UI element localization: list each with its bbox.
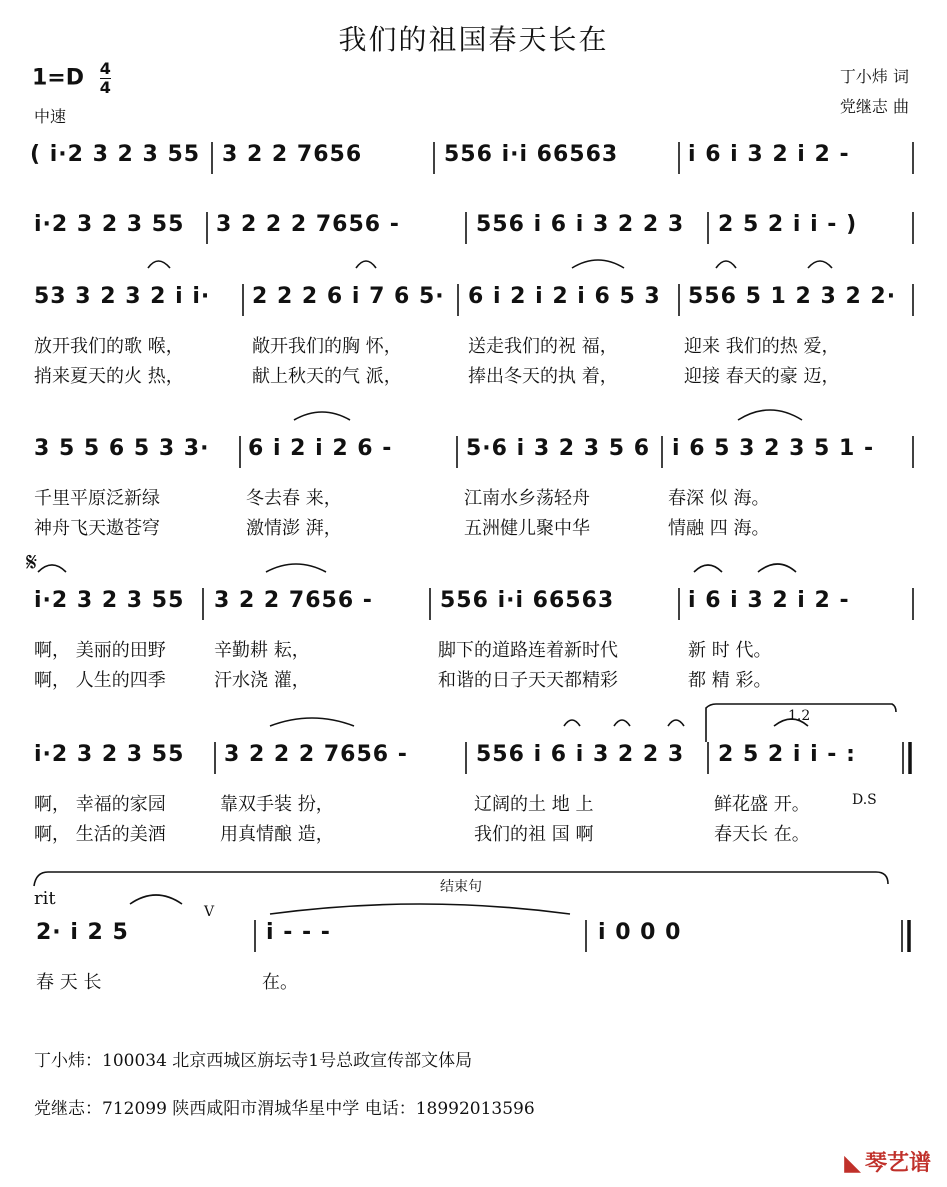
lyric: 捎来夏天的火 热， — [34, 366, 184, 387]
lyric: 靠双手装 扮， — [220, 794, 334, 815]
measure: 2· i 2 5 — [36, 920, 129, 945]
measure: i·2 3 2 3 55 — [34, 212, 185, 237]
measure: i·2 3 2 3 55 — [34, 588, 185, 613]
tempo-marking: 中速 — [34, 107, 67, 126]
measure: 556 5 1 2 3 2 2· — [688, 284, 897, 309]
measure: 5·6 i 3 2 3 5 6 — [466, 436, 651, 461]
lyric: 敞开我们的胸 怀， — [252, 336, 402, 357]
lyric: 献上秋天的气 派， — [252, 366, 402, 387]
lyric: 春天长 在。 — [714, 824, 810, 845]
site-logo — [844, 1146, 931, 1177]
lyric: 汗水浇 灌， — [214, 670, 310, 691]
lyric: 迎接 春天的豪 迈， — [684, 366, 840, 387]
lyric: 迎来 我们的热 爱， — [684, 336, 840, 357]
measure: i 6 i 3 2 i 2 - — [688, 142, 850, 167]
lyricist-contact: 丁小炜：100034 北京西城区旃坛寺1号总政宣传部文体局 — [34, 1051, 473, 1071]
measure: 6 i 2 i 2 6 - — [248, 436, 393, 461]
lyric: 啊， 美丽的田野 — [34, 640, 166, 661]
measure: 53 3 2 3 2 i i· — [34, 284, 211, 309]
lyric: 冬去春 来， — [246, 488, 342, 509]
measure: 3 2 2 7656 — [222, 142, 363, 167]
time-bottom: 4 — [99, 78, 111, 97]
da-segno-mark: D.S — [852, 792, 877, 808]
lyric: 江南水乡荡轻舟 — [464, 488, 590, 509]
measure: 3 2 2 2 7656 - — [224, 742, 408, 767]
lyric: 情融 四 海。 — [668, 518, 770, 539]
measure: 556 i 6 i 3 2 2 3 — [476, 742, 685, 767]
measure: 2 5 2 i i - : — [718, 742, 856, 767]
lyric: 鲜花盛 开。 — [714, 794, 810, 815]
measure: 2 2 2 6 i 7 6 5· — [252, 284, 445, 309]
measure: i·2 3 2 3 55 — [34, 742, 185, 767]
key-label: 1=D — [32, 65, 85, 91]
segno-sign: 𝄋 — [26, 548, 38, 578]
measure: 6 i 2 i 2 i 6 5 3 — [468, 284, 661, 309]
ending-label: 结束句 — [440, 879, 482, 895]
measure: 3 2 2 7656 - — [214, 588, 373, 613]
lyric: 春 天 长 — [36, 972, 102, 993]
lyric: 啊， 人生的四季 — [34, 670, 166, 691]
measure: ( i·2 3 2 3 55 — [30, 142, 201, 167]
lyric: 辛勤耕 耘， — [214, 640, 310, 661]
measure: 3 2 2 2 7656 - — [216, 212, 400, 237]
logo-icon: ◣ — [844, 1151, 861, 1176]
composer-contact: 党继志：712099 陕西咸阳市渭城华星中学 电话：18992013596 — [34, 1099, 535, 1119]
measure: i 0 0 0 — [598, 920, 682, 945]
lyric: 我们的祖 国 啊 — [474, 824, 594, 845]
breath-mark: V — [204, 904, 215, 920]
measure: i 6 5 3 2 3 5 1 - — [672, 436, 875, 461]
measure: 2 5 2 i i - ) — [718, 212, 858, 237]
lyric: 千里平原泛新绿 — [34, 488, 160, 509]
measure: 556 i·i 66563 — [444, 142, 619, 167]
lyricist-credit: 丁小炜 词 — [839, 67, 909, 86]
logo-text: 琴艺谱 — [864, 1151, 931, 1176]
lyric: 激情澎 湃， — [246, 518, 342, 539]
volta-label: 1.2 — [788, 708, 811, 724]
lyric: 用真情酿 造， — [220, 824, 334, 845]
lyric: 神舟飞天遨苍穹 — [34, 518, 160, 539]
ritardando-mark: rit — [34, 888, 56, 909]
page-title: 我们的祖国春天长在 — [338, 23, 609, 56]
lyric: 脚下的道路连着新时代 — [438, 640, 618, 661]
composer-credit: 党继志 曲 — [839, 97, 909, 116]
lyric: 春深 似 海。 — [668, 488, 770, 509]
lyric: 放开我们的歌 喉， — [34, 336, 184, 357]
measure: 556 i 6 i 3 2 2 3 — [476, 212, 685, 237]
lyric: 在。 — [262, 972, 298, 993]
lyric: 五洲健儿聚中华 — [464, 518, 590, 539]
measure: 556 i·i 66563 — [440, 588, 615, 613]
lyric: 送走我们的祝 福， — [468, 336, 618, 357]
measure: i - - - — [266, 920, 331, 945]
lyric: 啊， 生活的美酒 — [34, 824, 166, 845]
lyric: 都 精 彩。 — [688, 670, 772, 691]
measure: i 6 i 3 2 i 2 - — [688, 588, 850, 613]
lyric: 啊， 幸福的家园 — [34, 794, 166, 815]
lyric: 辽阔的土 地 上 — [474, 794, 594, 815]
lyric: 新 时 代。 — [688, 640, 772, 661]
lyric: 和谐的日子天天都精彩 — [438, 670, 618, 691]
time-top: 4 — [99, 59, 111, 78]
lyric: 捧出冬天的执 着， — [468, 366, 618, 387]
measure: 3 5 5 6 5 3 3· — [34, 436, 210, 461]
